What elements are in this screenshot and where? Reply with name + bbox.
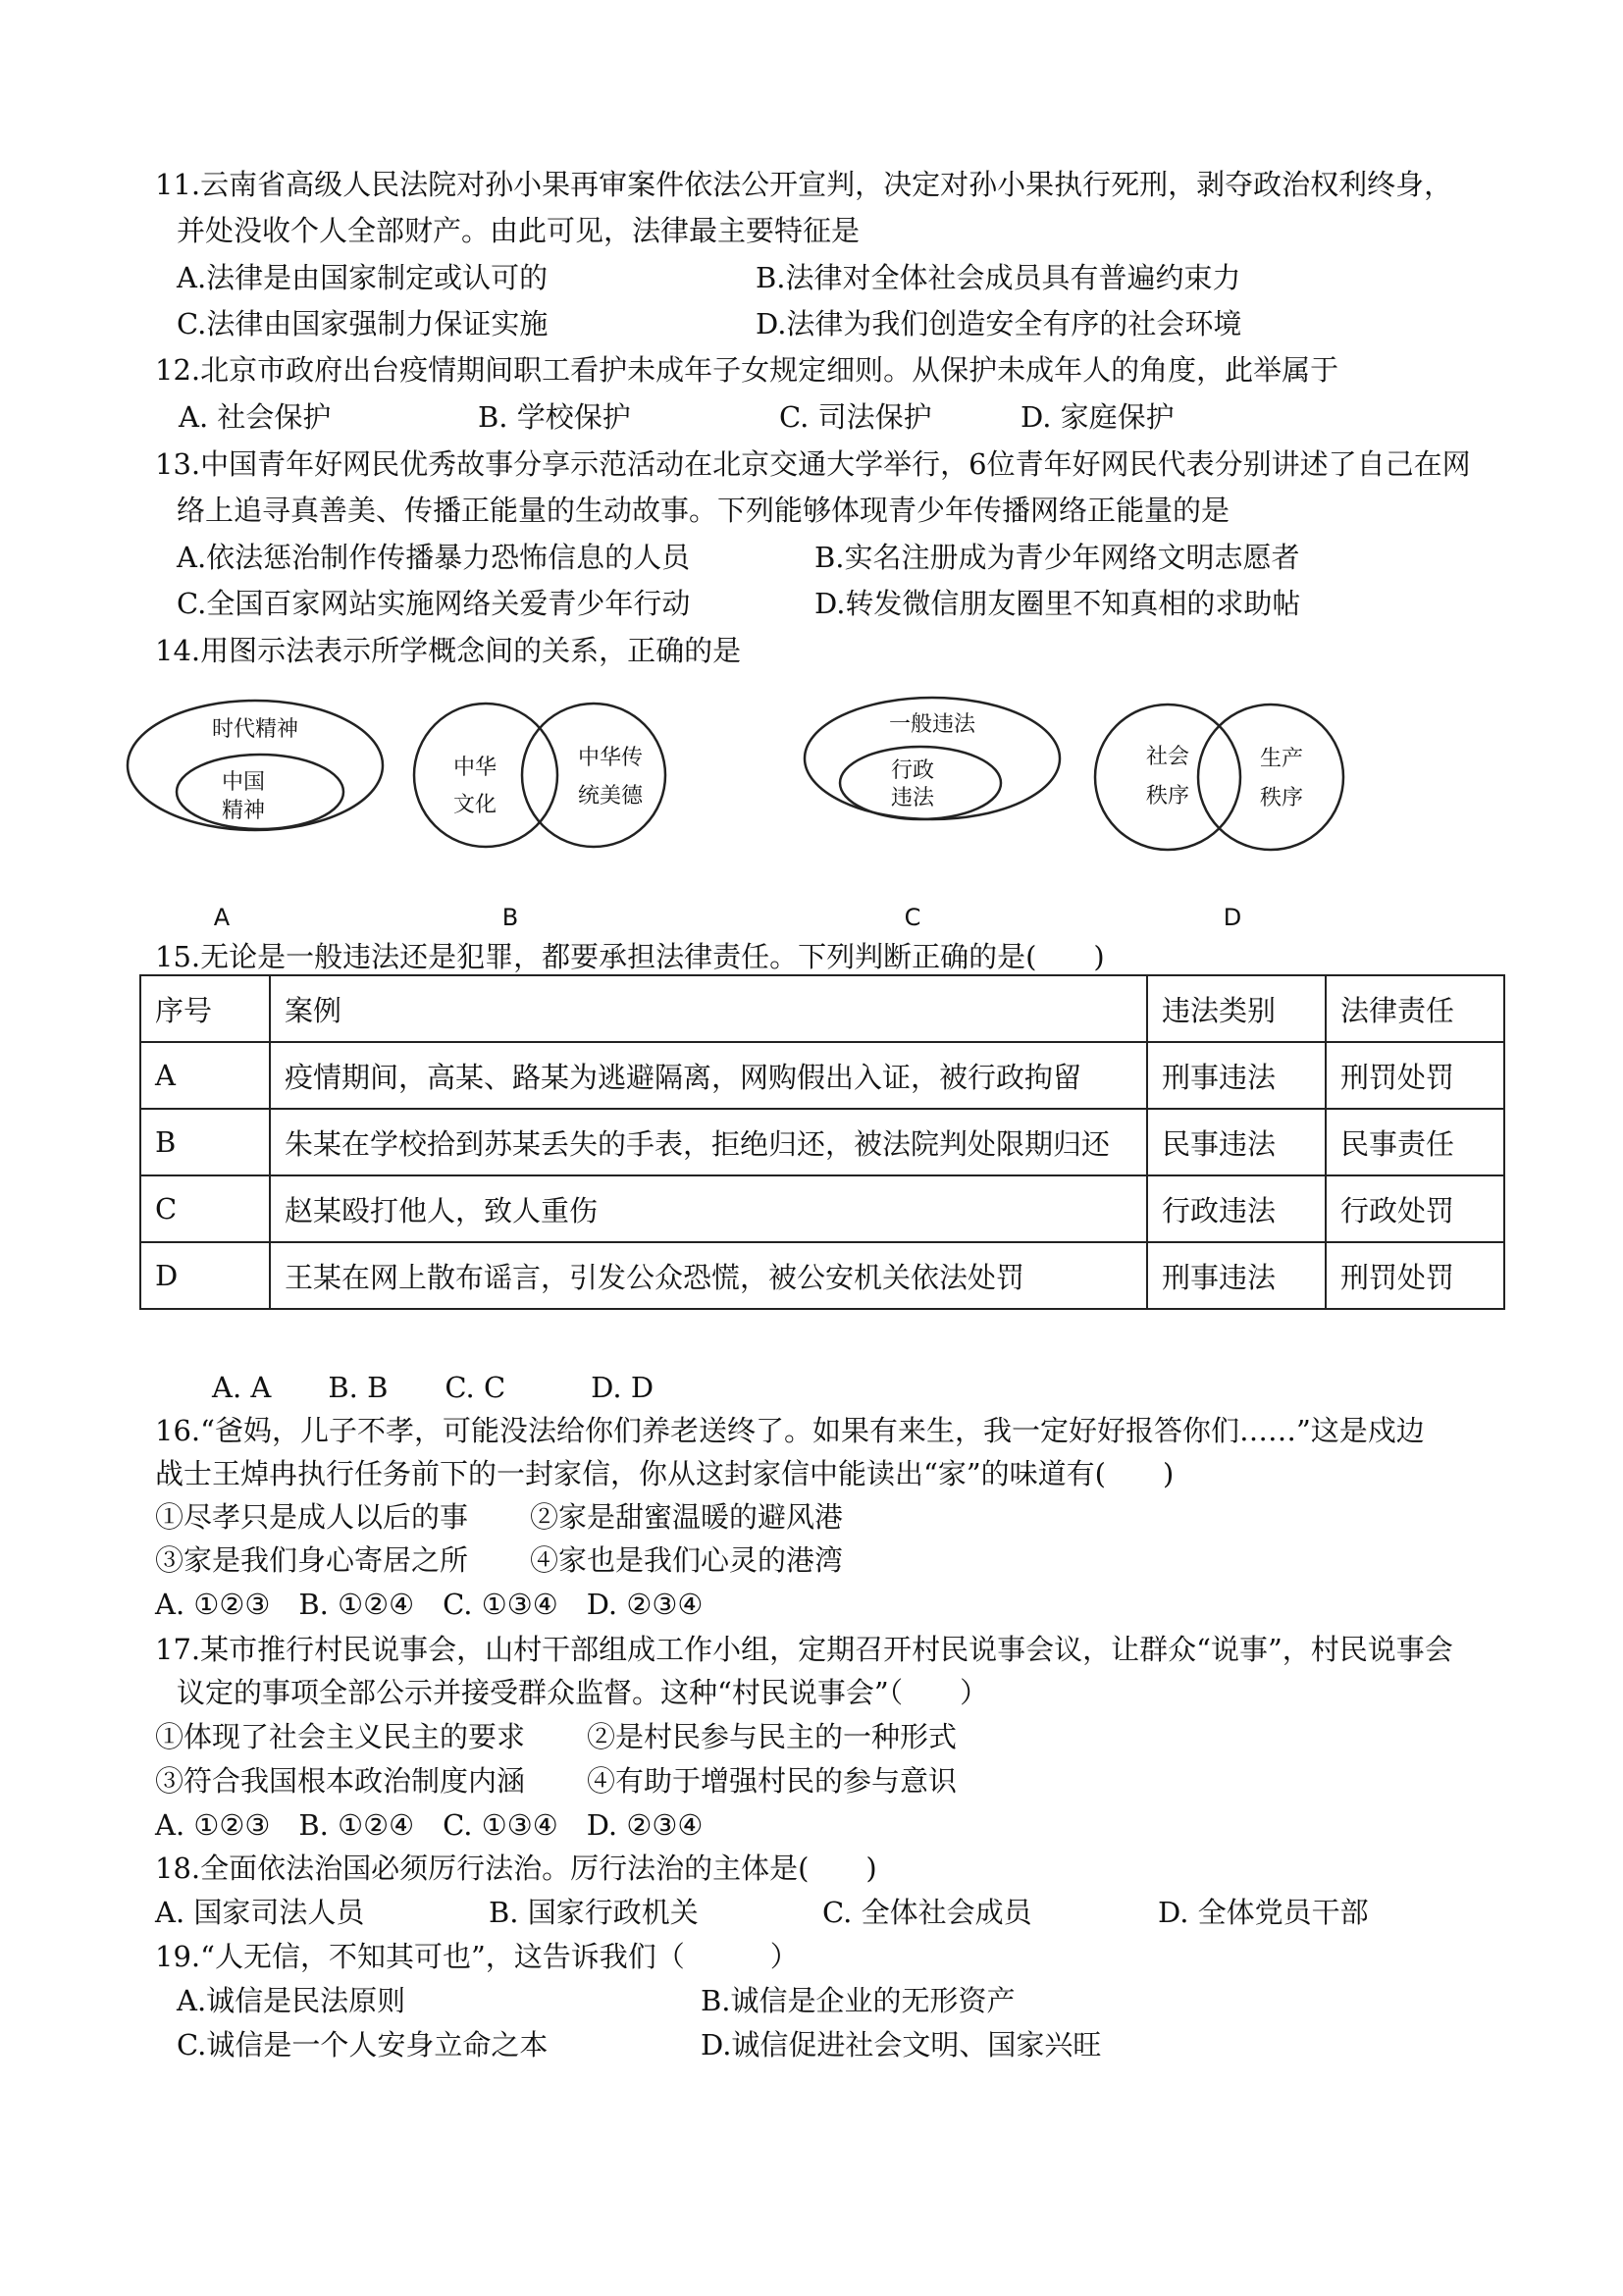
q18-option-b: B. 国家行政机关 (489, 1896, 699, 1929)
q19-option-d: D.诚信促进社会文明、国家兴旺 (701, 2028, 1102, 2061)
diagram-a-letter: A (213, 904, 231, 931)
diagram-c (805, 698, 1060, 931)
diagram-d-left-label-1: 社会 (1145, 745, 1190, 769)
q17-statement-4: ④有助于增强村民的参与意识 (587, 1764, 958, 1798)
header-case: 案例 (270, 975, 1147, 1042)
q15-stem: 15.无论是一般违法还是犯罪，都要承担法律责任。下列判断正确的是( ) (155, 940, 1105, 973)
q16-stem-line2: 战士王焯冉执行任务前下的一封家信，你从这封家信中能读出“家”的味道有( ) (155, 1457, 1175, 1490)
q13-option-d: D.转发微信朋友圈里不知真相的求助帖 (814, 587, 1301, 620)
diagram-b-left-label-2: 文化 (452, 793, 497, 817)
diagram-b-right-label-1: 中华传 (577, 746, 644, 770)
q17-stem-line1: 17.某市推行村民说事会，山村干部组成工作小组，定期召开村民说事会议，让群众“说事”，村民说事会 (155, 1633, 1453, 1666)
diagram-b-letter: B (501, 904, 519, 931)
diagram-c-inner-label-2: 违法 (890, 786, 935, 810)
q15-table (139, 974, 1505, 1310)
diagram-d-left-label-2: 秩序 (1145, 784, 1190, 809)
header-liability: 法律责任 (1326, 975, 1504, 1042)
diagram-d-right-label-2: 秩序 (1259, 786, 1304, 810)
q16-options: A. ①②③ B. ①②④ C. ①③④ D. ②③④ (155, 1588, 704, 1621)
diagram-a-inner-label-2: 精神 (221, 799, 266, 823)
row-index: A (140, 1042, 270, 1109)
table-row (140, 1175, 1504, 1242)
q12-option-d: D. 家庭保护 (1021, 400, 1175, 434)
table-header-row (140, 975, 1504, 1042)
q18-option-c: C. 全体社会成员 (822, 1896, 1032, 1929)
q19-option-b: B.诚信是企业的无形资产 (701, 1984, 1016, 2017)
q13-stem-line2: 络上追寻真善美、传播正能量的生动故事。下列能够体现青少年传播网络正能量的是 (177, 494, 1230, 527)
table-row (140, 1109, 1504, 1175)
q13-option-a: A.依法惩治制作传播暴力恐怖信息的人员 (177, 541, 691, 574)
row-index: D (140, 1242, 270, 1309)
q19-stem: 19.“人无信，不知其可也”，这告诉我们（ ） (155, 1940, 799, 1973)
q16-statement-3: ③家是我们身心寄居之所 (155, 1543, 469, 1577)
diagram-d-right-label-1: 生产 (1259, 747, 1304, 771)
diagram-b (414, 704, 665, 931)
q19-option-a: A.诚信是民法原则 (177, 1984, 406, 2017)
header-violation-type: 违法类别 (1147, 975, 1326, 1042)
diagram-d (1095, 704, 1343, 931)
q17-statement-3: ③符合我国根本政治制度内涵 (155, 1764, 526, 1798)
q16-statement-2: ②家是甜蜜温暖的避风港 (530, 1500, 844, 1534)
diagram-b-right-circle (522, 704, 665, 847)
diagram-a-inner-label-1: 中国 (221, 770, 266, 795)
q11-stem-line1: 11.云南省高级人民法院对孙小果再审案件依法公开宣判，决定对孙小果执行死刑，剥夺政治权利终身， (155, 168, 1453, 201)
diagram-b-left-label-1: 中华 (452, 756, 497, 780)
table-row (140, 1042, 1504, 1109)
diagram-c-outer-label: 一般违法 (888, 712, 976, 737)
row-liability: 刑罚处罚 (1326, 1242, 1504, 1309)
q12-stem: 12.北京市政府出台疫情期间职工看护未成年子女规定细则。从保护未成年人的角度，此举属于 (155, 353, 1339, 387)
table-row (140, 1242, 1504, 1309)
row-case: 疫情期间，高某、路某为逃避隔离，网购假出入证，被行政拘留 (270, 1042, 1147, 1109)
q19-option-c: C.诚信是一个人安身立命之本 (177, 2028, 549, 2061)
q17-statement-1: ①体现了社会主义民主的要求 (155, 1720, 526, 1753)
diagram-d-right-circle (1198, 704, 1343, 850)
q18-option-d: D. 全体党员干部 (1158, 1896, 1369, 1929)
header-index: 序号 (140, 975, 270, 1042)
diagram-d-letter: D (1223, 904, 1242, 931)
row-case: 王某在网上散布谣言，引发公众恐慌，被公安机关依法处罚 (270, 1242, 1147, 1309)
q18-stem: 18.全面依法治国必须厉行法治。厉行法治的主体是( ) (155, 1852, 877, 1885)
q13-option-c: C.全国百家网站实施网络关爱青少年行动 (177, 587, 691, 620)
diagram-c-letter: C (904, 904, 921, 931)
q12-option-b: B. 学校保护 (478, 400, 631, 434)
q17-options: A. ①②③ B. ①②④ C. ①③④ D. ②③④ (155, 1808, 704, 1842)
row-liability: 刑罚处罚 (1326, 1042, 1504, 1109)
q11-option-b: B.法律对全体社会成员具有普遍约束力 (756, 261, 1241, 294)
diagram-b-right-label-2: 统美德 (577, 784, 644, 809)
q15-options: A. A B. B C. C D. D (212, 1371, 654, 1404)
q14-stem: 14.用图示法表示所学概念间的关系，正确的是 (155, 634, 742, 667)
q13-stem-line1: 13.中国青年好网民优秀故事分享示范活动在北京交通大学举行，6位青年好网民代表分别讲述了自己在网 (155, 447, 1471, 481)
row-liability: 民事责任 (1326, 1109, 1504, 1175)
row-case: 朱某在学校拾到苏某丢失的手表，拒绝归还，被法院判处限期归还 (270, 1109, 1147, 1175)
q18-option-a: A. 国家司法人员 (155, 1896, 365, 1929)
row-liability: 行政处罚 (1326, 1175, 1504, 1242)
row-violation-type: 刑事违法 (1147, 1042, 1326, 1109)
q16-statement-1: ①尽孝只是成人以后的事 (155, 1500, 469, 1534)
row-violation-type: 民事违法 (1147, 1109, 1326, 1175)
diagram-a (128, 701, 383, 931)
row-violation-type: 行政违法 (1147, 1175, 1326, 1242)
q17-statement-2: ②是村民参与民主的一种形式 (587, 1720, 958, 1753)
q17-stem-line2: 议定的事项全部公示并接受群众监督。这种“村民说事会”（ ） (177, 1676, 989, 1709)
q12-option-c: C. 司法保护 (779, 400, 932, 434)
q14-venn-diagrams (118, 687, 1393, 932)
row-violation-type: 刑事违法 (1147, 1242, 1326, 1309)
row-case: 赵某殴打他人，致人重伤 (270, 1175, 1147, 1242)
row-index: C (140, 1175, 270, 1242)
q11-option-d: D.法律为我们创造安全有序的社会环境 (756, 307, 1242, 340)
q12-option-a: A. 社会保护 (179, 400, 332, 434)
q13-option-b: B.实名注册成为青少年网络文明志愿者 (814, 541, 1300, 574)
q11-option-a: A.法律是由国家制定或认可的 (177, 261, 549, 294)
row-index: B (140, 1109, 270, 1175)
diagram-a-outer-label: 时代精神 (211, 717, 299, 742)
q11-option-c: C.法律由国家强制力保证实施 (177, 307, 549, 340)
q11-stem-line2: 并处没收个人全部财产。由此可见，法律最主要特征是 (177, 214, 861, 247)
diagram-c-inner-label-1: 行政 (890, 758, 935, 783)
q16-stem-line1: 16.“爸妈，儿子不孝，可能没法给你们养老送终了。如果有来生，我一定好好报答你们……”这是戍边 (155, 1414, 1425, 1447)
q16-statement-4: ④家也是我们心灵的港湾 (530, 1543, 844, 1577)
